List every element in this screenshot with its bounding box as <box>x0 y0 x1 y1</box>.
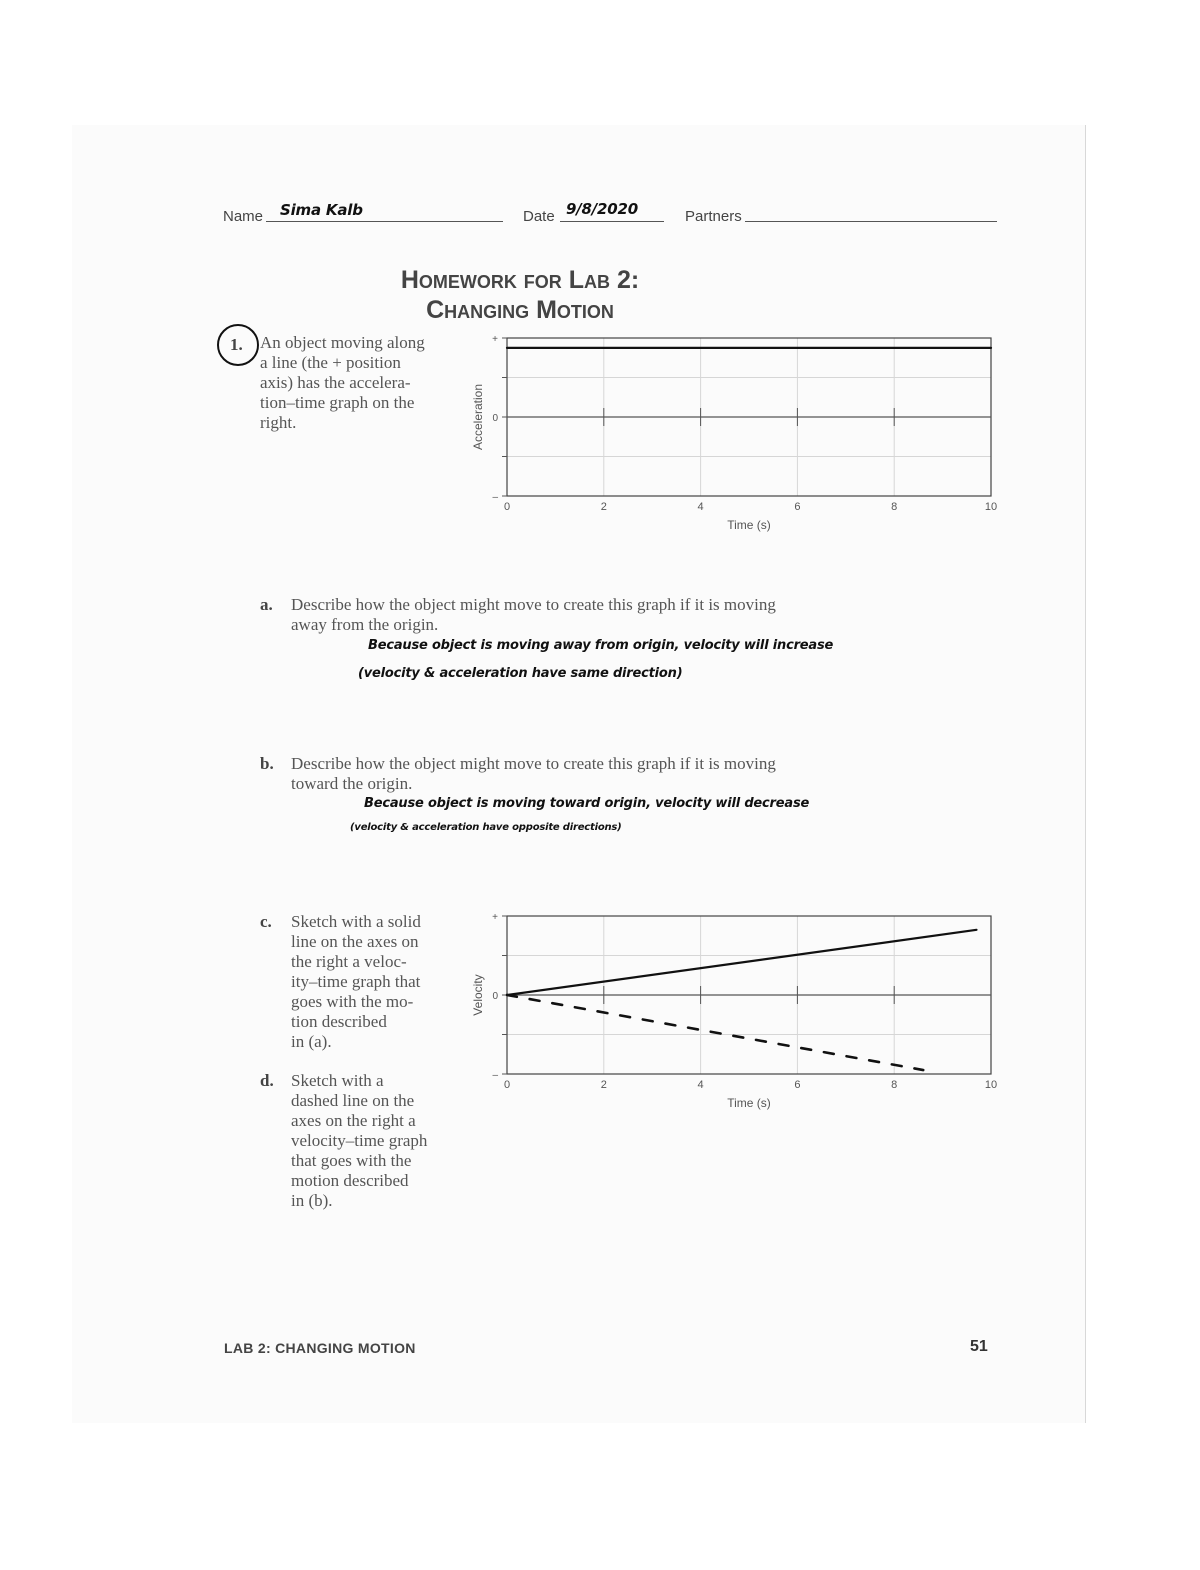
y-tick-label: – <box>492 492 498 503</box>
x-axis-label: Time (s) <box>727 1096 771 1110</box>
prompt-line: right. <box>260 413 297 432</box>
page-title-line2: Changing Motion <box>426 296 614 324</box>
dashed-series-line <box>507 995 923 1070</box>
part-b-answer-line1: Because object is moving toward origin, velocity will decrease <box>364 796 810 811</box>
part-d-line: dashed line on the <box>291 1091 415 1110</box>
prompt-line: a line (the + position <box>260 353 401 372</box>
x-tick-label: 6 <box>794 501 801 513</box>
page-title-line1: Homework for Lab 2: <box>400 266 640 294</box>
y-tick-label: 0 <box>492 413 498 424</box>
part-b-label: b. <box>260 754 274 773</box>
x-tick-label: 0 <box>503 1079 511 1091</box>
x-tick-label: 4 <box>697 501 704 513</box>
y-tick-label: + <box>492 912 498 923</box>
part-d-line: that goes with the <box>291 1151 412 1170</box>
partners-underline <box>745 221 997 222</box>
prompt-line: tion–time graph on the <box>260 393 415 412</box>
footer-lab-title: LAB 2: CHANGING MOTION <box>224 1340 416 1356</box>
part-d-line: axes on the right a <box>291 1111 416 1130</box>
x-tick-label: 10 <box>984 1079 998 1091</box>
part-a-line: Describe how the object might move to create this graph if it is moving <box>291 595 776 614</box>
date-underline <box>560 221 664 222</box>
part-d-line: velocity–time graph <box>291 1131 428 1150</box>
x-axis-label: Time (s) <box>727 518 771 532</box>
x-tick-label: 2 <box>600 1079 607 1091</box>
part-b-text <box>291 754 776 794</box>
velocity-time-graph <box>460 908 1020 1118</box>
page-number: 51 <box>970 1338 988 1355</box>
partners-label: Partners <box>685 208 742 225</box>
part-a-answer-line1: Because object is moving away from origin, velocity will increase <box>368 638 834 653</box>
acceleration-time-graph <box>460 330 1020 540</box>
part-b-answer-line2: (velocity & acceleration have opposite directions) <box>350 822 622 833</box>
name-value: Sima Kalb <box>280 201 363 219</box>
solid-series-line <box>507 930 976 995</box>
x-tick-label: 4 <box>697 1079 704 1091</box>
prompt-line: axis) has the accelera- <box>260 373 411 392</box>
date-label: Date <box>523 208 555 225</box>
part-c-line: goes with the mo- <box>291 992 414 1011</box>
part-a-label: a. <box>260 595 273 614</box>
part-c-line: ity–time graph that <box>291 972 421 991</box>
part-b-line: toward the origin. <box>291 774 413 793</box>
name-underline <box>266 221 503 222</box>
date-value: 9/8/2020 <box>566 200 638 218</box>
x-tick-label: 10 <box>984 501 998 513</box>
x-tick-label: 8 <box>891 501 898 513</box>
y-tick-label: + <box>492 334 498 345</box>
y-tick-label: 0 <box>492 991 498 1002</box>
y-axis-label: Acceleration <box>471 383 485 451</box>
part-c-line: tion described <box>291 1012 387 1031</box>
part-d-label: d. <box>260 1071 274 1090</box>
part-c-line: line on the axes on <box>291 932 419 951</box>
part-c-text <box>291 912 421 1052</box>
part-b-line: Describe how the object might move to create this graph if it is moving <box>291 754 776 773</box>
part-d-line: in (b). <box>291 1191 333 1210</box>
part-a-answer-line2: (velocity & acceleration have same direction) <box>358 666 683 681</box>
part-c-line: in (a). <box>291 1032 332 1051</box>
x-tick-label: 2 <box>600 501 607 513</box>
part-c-line: Sketch with a solid <box>291 912 421 931</box>
y-tick-label: – <box>492 1070 498 1081</box>
part-a-line: away from the origin. <box>291 615 439 634</box>
part-c-label: c. <box>260 912 272 931</box>
part-d-line: Sketch with a <box>291 1071 384 1090</box>
part-c-line: the right a veloc- <box>291 952 407 971</box>
question-number: 1. <box>230 335 243 354</box>
part-d-line: motion described <box>291 1171 409 1190</box>
prompt-line: An object moving along <box>260 333 425 352</box>
part-d-text <box>291 1071 427 1211</box>
y-axis-label: Velocity <box>471 974 485 1016</box>
question-prompt <box>260 333 425 433</box>
x-tick-label: 8 <box>891 1079 898 1091</box>
part-a-text <box>291 595 776 635</box>
x-tick-label: 0 <box>503 501 511 513</box>
x-tick-label: 6 <box>794 1079 801 1091</box>
name-label: Name <box>223 208 264 225</box>
